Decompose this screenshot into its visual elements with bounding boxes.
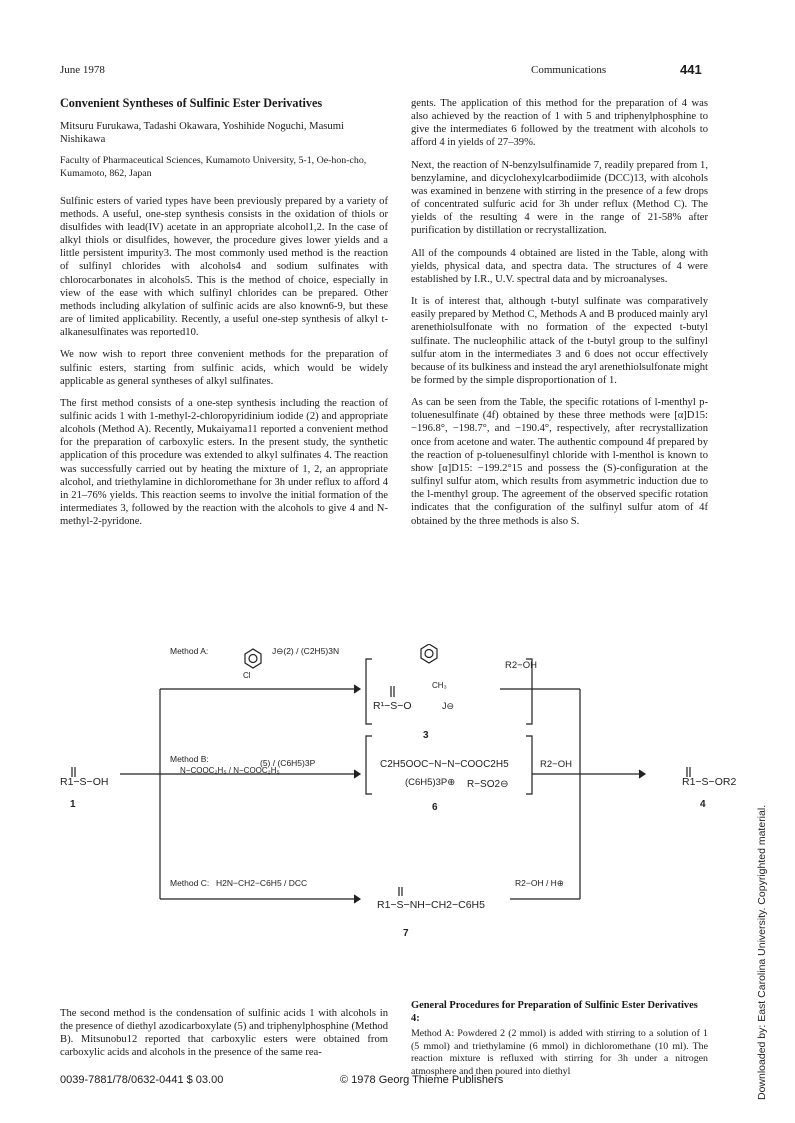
intermediate-7: R1−S−NH−CH2−C6H5	[377, 899, 485, 911]
method-a-reagents: J⊖(2) / (C2H5)3N	[272, 646, 340, 656]
intermediate-3-core: R¹−S−O	[373, 700, 412, 712]
article-title: Convenient Syntheses of Sulfinic Ester Derivatives	[60, 96, 323, 110]
intermediate-6-top: C2H5OOC−N−N−COOC2H5	[380, 759, 509, 770]
procedures-heading: General Procedures for Preparation of Sulfinic Ester Derivatives 4:	[411, 1000, 698, 1024]
label-1: 1	[70, 799, 76, 810]
left-column	[60, 97, 388, 537]
procedure-method-a: Method A: Powdered 2 (2 mmol) is added with stirring to a solution of 1 (5 mmol) and triethylamine (6 mmol) in dichloromethane (10 ml). The reaction mixture is refluxed with stirring for 3h under a nitrogen atmosphere and then poured into diethyl	[411, 1028, 708, 1077]
download-watermark	[756, 690, 776, 1120]
label-6: 6	[432, 802, 438, 813]
paragraph-method-c: Next, the reaction of N-benzylsulfinamide 7, readily prepared from 1, benzylamine, and dicyclohexylcarbodiimide (DCC)13, with alcohols was examined in benzene with stirring in the presence of a few drops of concentrated sulfuric acid for 3h under reflux (Method C). The yields of the resulting 4 were in the range of 21-58% after purification by distillation or recrystallization.	[411, 159, 708, 237]
alcohol-reagent-c: R2−OH / H⊕	[515, 878, 564, 888]
paragraph-method-b: The second method is the condensation of sulfinic acids 1 with alcohols in the presence of diethyl azodicarboxylate (5) and triphenylphosphine (Method B). Mitsunobu12 reported that carboxylic esters were obtained from carboxylic acids and alcohols in the presence of the same rea-	[60, 1008, 388, 1059]
reagent-2-chloride: Cl	[243, 671, 251, 680]
paragraph-intro: Sulfinic esters of varied types have been previously prepared by a variety of methods. A useful, one-step synthesis consists in the oxidation of thiols or disulfides with lead(IV) acetate in an appropriate alcohol1,2. In the case of alkyl thiols or disulfides, however, the procedure gives lower yields and a little persistent impurity3. The most commonly used method is the reaction of sulfinyl chlorides with alcohols4 and sodium sulfinates with chlorocarbonates in alcohols5. This is the method of choice, especially in view of the ease with which sulfinyl chlorides can be prepared. Other methods including alkylation of sulfinic acids are also known6-9, but these are of limited applicability. Recently, a useful one-step synthesis of alkyl t-alkanesulfinates was reported10.	[60, 195, 388, 339]
header-section: Communications	[531, 64, 607, 76]
paragraph-method-b-cont: gents. The application of this method for the preparation of 4 was also achieved by the reaction of 1 with 5 and triphenylphosphine to give the intermediates 6 followed by the treatment with alcohols to afford 4 in yields of 27–39%.	[411, 98, 708, 149]
header-date: June 1978	[60, 64, 105, 76]
paragraph-aim: We now wish to report three convenient methods for the preparation of sulfinic esters, starting from sulfinic acids, which would be widely applicable as general syntheses of alkyl sulfinates.	[60, 349, 388, 387]
starting-acid: R1−S−OH	[60, 776, 109, 788]
intermediate-6-anion: R−SO2⊖	[467, 779, 509, 790]
label-4: 4	[700, 799, 706, 810]
alcohol-reagent-a: R2−OH	[505, 660, 537, 671]
method-b-label: Method B:	[170, 754, 209, 764]
intermediate-3-iodide: J⊖	[442, 701, 455, 711]
method-a-label: Method A:	[170, 646, 209, 656]
author-list: Mitsuru Furukawa, Tadashi Okawara, Yoshihide Noguchi, Masumi Nishikawa	[60, 121, 344, 146]
label-3: 3	[423, 730, 429, 741]
ester-product: R1−S−OR2	[682, 776, 737, 788]
method-c-label: Method C:	[170, 878, 210, 888]
azodicarboxylate-5: N−COOC₂H₅ / N−COOC₂H₅	[180, 766, 280, 775]
intermediate-6-phosphonium: (C6H5)3P⊕	[405, 777, 456, 788]
reaction-scheme	[60, 644, 750, 944]
affiliation: Faculty of Pharmaceutical Sciences, Kumamoto University, 5-1, Oe-hon-cho, Kumamoto, 862, Japan	[60, 155, 367, 180]
footer-copyright: © 1978 Georg Thieme Publishers	[340, 1074, 504, 1086]
footer-code: 0039-7881/78/0632-0441 $ 03.00	[60, 1074, 224, 1086]
scheme-svg	[60, 644, 750, 944]
label-7: 7	[403, 928, 409, 939]
paragraph-method-a: The first method consists of a one-step synthesis including the reaction of sulfinic acids 1 with 1-methyl-2-chloropyridinium iodide (2) and appropriate alcohols (Method A). Recently, Mukaiyama11 reported a convenient method for the preparation of carboxylic esters. In the present study, the synthetic application of this procedure was extended to alkyl sulfinates 4. The reaction was successfully carried out by heating the mixture of 1, 2, an appropriate alcohol, and triethylamine in dichloromethane for 3h under reflux to afford 4 in 21–76% yields. This reaction seems to involve the initial formation of the intermediates 3, followed by the reaction with the alcohols to give 4 and N-methyl-2-pyridone.	[60, 397, 388, 528]
intermediate-3-methyl: CH₃	[432, 681, 447, 690]
paragraph-rotation: As can be seen from the Table, the specific rotations of l-menthyl p-toluenesulfinate (4f) obtained by these three methods were [α]D15: −196.8°, −198.7°, and −190.4°, respectively, after recrystallization once from acetone and water. The authentic compound 4f prepared by the reaction of p-toluenesulfinyl chloride with l-menthol is known to show [α]D15: −199.2°15 and possess the (S)-configuration at the sulfinyl sulfur atom, which results from asymmetric induction due to the l-menthyl group. The agreement of the observed specific rotation indicates that the configuration of the sulfinyl sulfur atom of 4f obtained by the three methods is also S.	[411, 397, 708, 527]
right-column	[411, 97, 708, 537]
bottom-left-column	[60, 1007, 388, 1069]
paragraph-tbutyl: It is of interest that, although t-butyl sulfinate was comparatively easily prepared by Method C, Methods A and B produced mainly aryl arenethiolsulfonate with no formation of the expected t-butyl sulfinate. The nucleophilic attack of the t-butyl group to the sulfinyl sulfur atom in the intermediates 3 and 6 does not occur effectively because of its bulkiness and instead the aryl arenethiolsulfonate might be formed by the simple disproportionation of 1.	[411, 296, 708, 386]
page-number: 441	[680, 62, 702, 77]
paragraph-table-note: All of the compounds 4 obtained are listed in the Table, along with yields, physical data, and spectra data. The structures of 4 were established by I.R., U.V. spectral data and by microanalyses.	[411, 247, 708, 285]
download-watermark-text: Downloaded by: East Carolina University. Copyrighted material.	[756, 804, 768, 1100]
method-c-reagents: H2N−CH2−C6H5 / DCC	[216, 878, 308, 888]
method-b-reagents: (5) / (C6H5)3P	[260, 758, 316, 768]
alcohol-reagent-b: R2−OH	[540, 759, 572, 770]
